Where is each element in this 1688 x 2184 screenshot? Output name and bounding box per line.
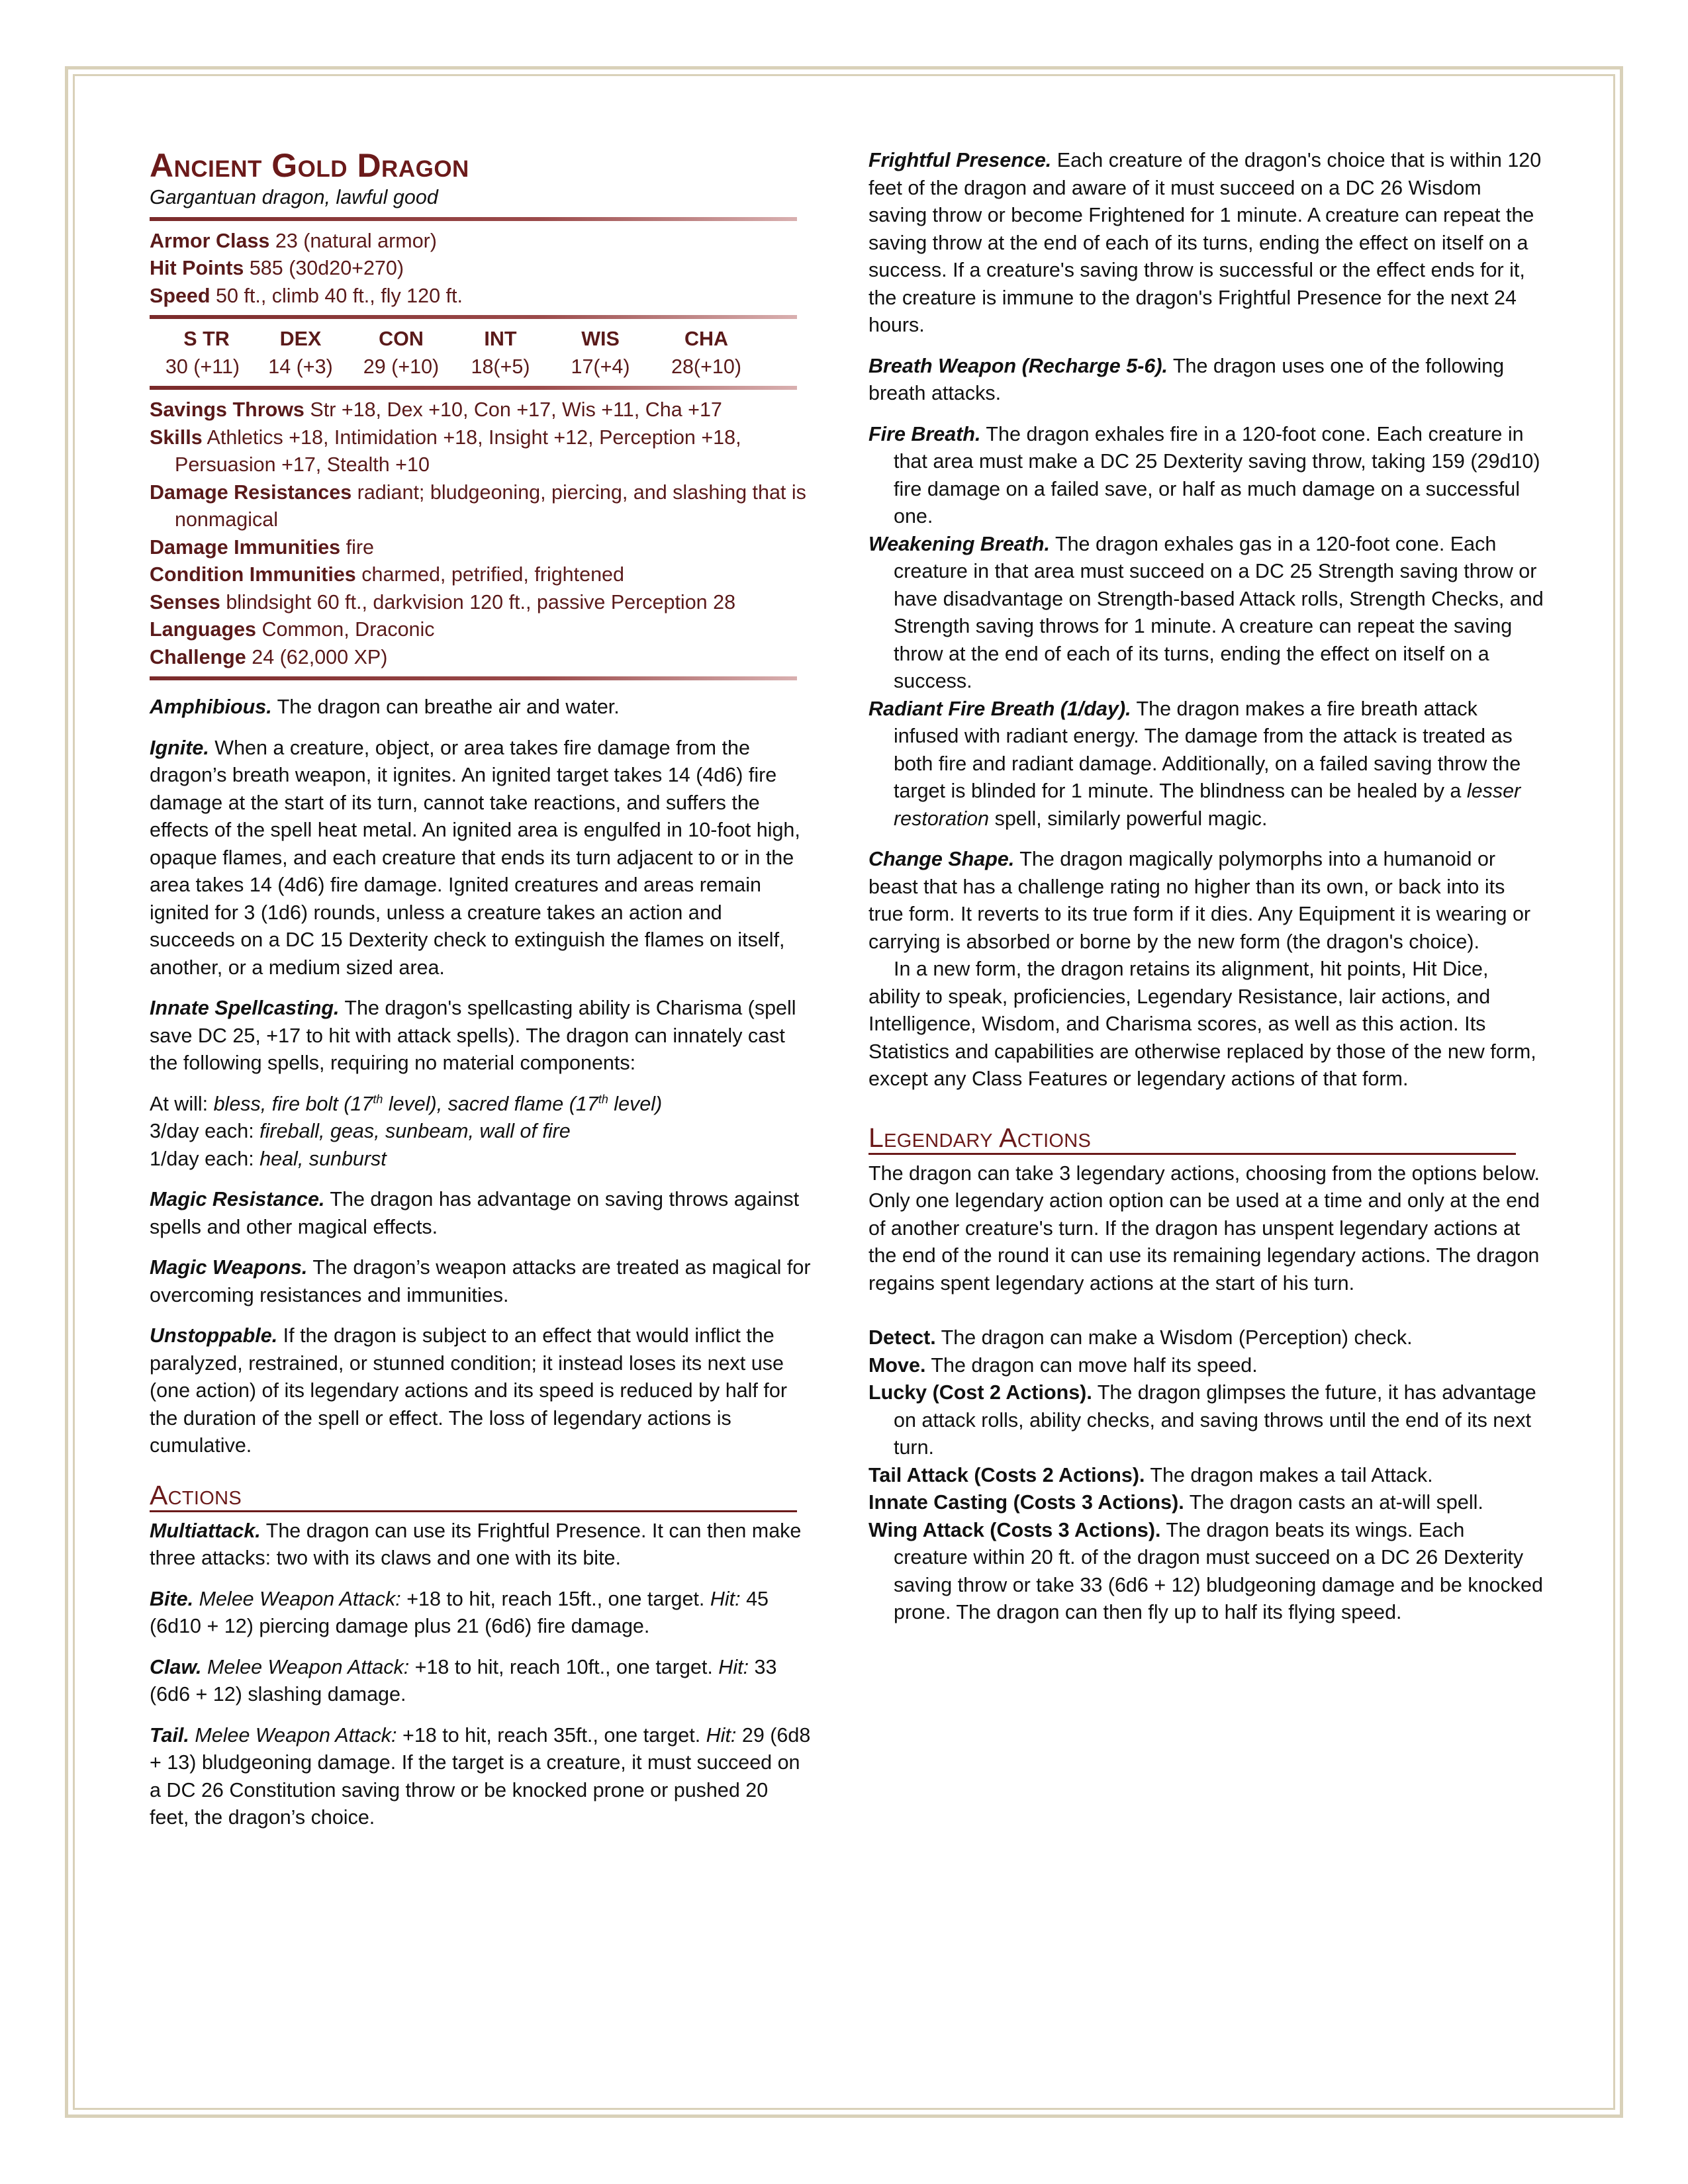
action-text: +18 to hit, reach 35ft., one target. bbox=[397, 1723, 706, 1747]
legendary-wing-attack bbox=[868, 1517, 1544, 1627]
action-name: Claw. bbox=[150, 1655, 202, 1678]
action-claw bbox=[150, 1654, 812, 1709]
divider bbox=[150, 676, 797, 680]
breath-text: The dragon makes a fire breath attack infused with radiant energy. The damage from the attack is treated as both fire and radiant damage. Additionally, on a failed saving throw the target is blinded for 1 minute. The blindness can be healed by a bbox=[894, 697, 1521, 802]
trait-ignite bbox=[150, 735, 812, 982]
action-breath-weapon bbox=[868, 353, 1544, 408]
legendary-move bbox=[868, 1352, 1544, 1380]
saving-throws bbox=[150, 396, 812, 424]
challenge-label: Challenge bbox=[150, 645, 246, 668]
ability-score: 30 (+11) bbox=[165, 355, 240, 378]
legendary-text: The dragon makes a tail Attack. bbox=[1145, 1463, 1433, 1486]
legendary-text: The dragon can make a Wisdom (Perception) check. bbox=[935, 1326, 1413, 1349]
spell-three-label: 3/day each: bbox=[150, 1120, 260, 1142]
skills-value: Athletics +18, Intimidation +18, Insight +12, Perception +18, Persuasion +17, Stealth +10 bbox=[175, 426, 741, 476]
spacer bbox=[868, 1297, 1544, 1324]
legendary-innate-casting bbox=[868, 1489, 1544, 1517]
ability-score: 29 (+10) bbox=[363, 355, 440, 378]
action-type: Melee Weapon Attack: bbox=[201, 1655, 410, 1678]
legendary-name: Lucky (Cost 2 Actions). bbox=[868, 1381, 1092, 1404]
legendary-name: Detect. bbox=[868, 1326, 936, 1349]
trait-text: The dragon can breathe air and water. bbox=[271, 696, 620, 718]
breath-name: Radiant Fire Breath (1/day). bbox=[868, 697, 1131, 720]
trait-text: If the dragon is subject to an effect that would inflict the paralyzed, restrained, or stunned condition; it instead loses its next use (one action) of its legendary actions and its speed is reduced by half for the duration of the spell or effect. The loss of legendary actions is cumulative. bbox=[150, 1324, 787, 1457]
spell-list bbox=[150, 1091, 812, 1173]
action-hit: Hit: bbox=[710, 1587, 741, 1610]
legendary-name: Wing Attack (Costs 3 Actions). bbox=[868, 1518, 1161, 1541]
trait-name: Innate Spellcasting. bbox=[150, 997, 340, 1019]
spell-one-label: 1/day each: bbox=[150, 1147, 260, 1170]
breath-fire bbox=[868, 421, 1544, 531]
trait-name: Amphibious. bbox=[150, 696, 272, 718]
legendary-tail-attack bbox=[868, 1462, 1544, 1490]
action-text: 33 (6d6 + 12) slashing damage. bbox=[150, 1655, 777, 1706]
speed-value: 50 ft., climb 40 ft., fly 120 ft. bbox=[216, 284, 463, 307]
damage-immunities-value: fire bbox=[346, 535, 375, 559]
challenge bbox=[150, 644, 812, 672]
ability-score: 18(+5) bbox=[471, 355, 530, 378]
condition-immunities-label: Condition Immunities bbox=[150, 563, 356, 586]
hit-points-label: Hit Points bbox=[150, 257, 244, 279]
challenge-value: 24 (62,000 XP) bbox=[252, 645, 388, 668]
monster-type: Gargantuan dragon, lawful good bbox=[150, 186, 438, 208]
legendary-text: The dragon beats its wings. Each creature within 20 ft. of the dragon must succeed on a DC 26 Dexterity saving throw or take 33 (6d6 + 12) bludgeoning damage and be knocked prone. The dragon can then fly up to half its flying speed. bbox=[894, 1518, 1543, 1623]
change-shape-continued: In a new form, the dragon retains its alignment, hit points, Hit Dice, ability to speak, proficiencies, Legendary Resistance, lair actions, and Intelligence, Wisdom, and Charisma scores, as well as this action. Its Statistics and capabilities are otherwise replaced by those of the new form, except any Class Features or legendary actions of that form. bbox=[868, 958, 1536, 1090]
action-frightful-presence bbox=[868, 147, 1544, 340]
legendary-text: The dragon glimpses the future, it has advantage on attack rolls, ability checks, and saving throws until the end of its next turn. bbox=[894, 1381, 1536, 1459]
damage-immunities bbox=[150, 534, 812, 562]
saving-throws-label: Savings Throws bbox=[150, 398, 305, 421]
armor-class-value: 23 (natural armor) bbox=[275, 229, 437, 252]
divider bbox=[150, 386, 797, 390]
senses-label: Senses bbox=[150, 590, 220, 614]
trait-unstoppable bbox=[150, 1322, 812, 1460]
legendary-name: Move. bbox=[868, 1353, 926, 1377]
monster-name: Ancient Gold Dragon bbox=[150, 147, 469, 184]
action-type: Melee Weapon Attack: bbox=[189, 1723, 397, 1747]
hit-points-value: 585 (30d20+270) bbox=[249, 257, 404, 279]
damage-immunities-label: Damage Immunities bbox=[150, 535, 341, 559]
languages-value: Common, Draconic bbox=[261, 618, 435, 641]
legendary-text: The dragon casts an at-will spell. bbox=[1184, 1491, 1483, 1514]
ability-scores bbox=[150, 353, 812, 381]
spell-at-will-c: level) bbox=[608, 1092, 663, 1115]
actions-heading: Actions bbox=[150, 1480, 797, 1512]
breath-name: Fire Breath. bbox=[868, 422, 981, 445]
action-change-shape bbox=[868, 846, 1544, 956]
action-text: +18 to hit, reach 15ft., one target. bbox=[400, 1587, 710, 1610]
legendary-name: Innate Casting (Costs 3 Actions). bbox=[868, 1491, 1184, 1514]
armor-class-label: Armor Class bbox=[150, 229, 270, 252]
spell-three-list: fireball, geas, sunbeam, wall of fire bbox=[259, 1120, 571, 1142]
trait-magic-resistance bbox=[150, 1186, 812, 1241]
action-text: 45 (6d10 + 12) piercing damage plus 21 (6d6) fire damage. bbox=[150, 1587, 769, 1637]
ability-name: DEX bbox=[279, 328, 322, 350]
action-name: Tail. bbox=[150, 1723, 189, 1747]
legendary-intro: The dragon can take 3 legendary actions, choosing from the options below. Only one legendary action option can be used at a time and only at the end of another creature's turn. If the dragon has unspent legendary actions at the end of the round it can use its remaining legendary actions. The dragon regains spent legendary actions at the start of his turn. bbox=[868, 1161, 1540, 1295]
action-text: 29 (6d8 + 13) bludgeoning damage. If the target is a creature, it must succeed on a DC 26 Constitution saving throw or be knocked prone or pushed 20 feet, the dragon’s choice. bbox=[150, 1723, 811, 1829]
spell-one-list: heal, sunburst bbox=[259, 1147, 387, 1170]
action-name: Change Shape. bbox=[868, 848, 1015, 870]
divider bbox=[150, 217, 797, 221]
action-name: Breath Weapon (Recharge 5-6). bbox=[868, 354, 1168, 377]
damage-resistances bbox=[150, 479, 812, 534]
spell-sup: th bbox=[373, 1092, 383, 1106]
trait-magic-weapons bbox=[150, 1254, 812, 1309]
ability-name: CON bbox=[379, 328, 424, 350]
action-text: +18 to hit, reach 10ft., one target. bbox=[409, 1655, 719, 1678]
action-hit: Hit: bbox=[718, 1655, 749, 1678]
action-text: The dragon can use its Frightful Presence. It can then make three attacks: two with its claws and one with its bite. bbox=[150, 1519, 802, 1569]
ability-score: 28(+10) bbox=[671, 355, 741, 378]
condition-immunities bbox=[150, 561, 812, 589]
skills-label: Skills bbox=[150, 426, 203, 449]
legendary-actions-heading: Legendary Actions bbox=[868, 1122, 1516, 1155]
ability-score: 14 (+3) bbox=[268, 355, 333, 378]
senses bbox=[150, 589, 812, 617]
breath-spell: lesser restoration bbox=[894, 780, 1521, 830]
breath-text: The dragon exhales fire in a 120-foot cone. Each creature in that area must make a DC 25 Dexterity saving throw, taking 159 (29d10) fire damage on a failed save, or half as much damage on a successful one. bbox=[894, 422, 1540, 527]
action-name: Bite. bbox=[150, 1587, 194, 1610]
armor-class bbox=[150, 228, 812, 255]
trait-name: Magic Resistance. bbox=[150, 1188, 325, 1210]
legendary-lucky bbox=[868, 1379, 1544, 1462]
action-text: The dragon magically polymorphs into a humanoid or beast that has a challenge rating no higher than its own, or back into its true form. It reverts to its true form if it dies. Any Equipment it is wearing or carrying is absorbed or borne by the new form (the dragon's choice). bbox=[868, 848, 1531, 953]
speed-label: Speed bbox=[150, 284, 211, 307]
legendary-name: Tail Attack (Costs 2 Actions). bbox=[868, 1463, 1145, 1486]
breath-name: Weakening Breath. bbox=[868, 532, 1051, 555]
action-type: Melee Weapon Attack: bbox=[193, 1587, 401, 1610]
ability-headers bbox=[150, 326, 812, 353]
action-hit: Hit: bbox=[706, 1723, 737, 1747]
ability-score: 17(+4) bbox=[571, 355, 630, 378]
action-bite bbox=[150, 1586, 812, 1641]
breath-text: The dragon exhales gas in a 120-foot cone. Each creature in that area must succeed on a DC 25 Strength saving throw or have disadvantage on Strength-based Attack rolls, Strength Checks, and Strength saving throws for 1 minute. A creature can repeat the saving throw at the end of each of its turns, ending the effect on itself on a success. bbox=[894, 532, 1544, 692]
trait-text: When a creature, object, or area takes fire damage from the dragon’s breath weapon, it ignites. An ignited target takes 14 (4d6) fire damage at the start of its turn, cannot take reactions, and suffers the effects of the spell heat metal. An ignited area is engulfed in 10-foot high, opaque flames, and each creature that ends its turn adjacent to or in the area takes 14 (4d6) fire damage. Ignited creatures and areas remain ignited for 3 (1d6) rounds, unless a creature takes an action and succeeds on a DC 15 Dexterity check to extinguish the flames on itself, another, or a medium sized area. bbox=[150, 736, 800, 979]
spell-at-will-label: At will: bbox=[150, 1092, 214, 1115]
action-name: Frightful Presence. bbox=[868, 149, 1052, 171]
trait-text: The dragon's spellcasting ability is Charisma (spell save DC 25, +17 to hit with attack spells). The dragon can innately cast the following spells, requiring no material components: bbox=[150, 997, 796, 1074]
speed bbox=[150, 283, 812, 310]
hit-points bbox=[150, 255, 812, 283]
legendary-text: The dragon can move half its speed. bbox=[925, 1353, 1258, 1377]
right-column bbox=[868, 147, 1544, 1627]
action-name: Multiattack. bbox=[150, 1519, 261, 1542]
senses-value: blindsight 60 ft., darkvision 120 ft., passive Perception 28 bbox=[226, 590, 736, 614]
divider bbox=[150, 315, 797, 319]
breath-radiant-fire bbox=[868, 696, 1544, 833]
trait-text: The dragon’s weapon attacks are treated as magical for overcoming resistances and immunities. bbox=[150, 1256, 811, 1306]
condition-immunities-value: charmed, petrified, frightened bbox=[361, 563, 624, 586]
spell-at-will-b: level), sacred flame (17 bbox=[383, 1092, 598, 1115]
action-text: The dragon uses one of the following breath attacks. bbox=[868, 354, 1505, 404]
ability-name: INT bbox=[484, 328, 517, 350]
trait-innate-spellcasting bbox=[150, 995, 812, 1077]
languages bbox=[150, 616, 812, 644]
languages-label: Languages bbox=[150, 618, 257, 641]
damage-resistances-label: Damage Resistances bbox=[150, 480, 352, 504]
action-multiattack bbox=[150, 1518, 812, 1572]
ability-name: CHA bbox=[684, 328, 729, 350]
trait-amphibious bbox=[150, 694, 812, 721]
damage-resistances-value: radiant; bludgeoning, piercing, and slashing that is nonmagical bbox=[175, 480, 806, 531]
breath-text: spell, similarly powerful magic. bbox=[989, 807, 1268, 830]
trait-name: Unstoppable. bbox=[150, 1324, 278, 1347]
legendary-detect bbox=[868, 1324, 1544, 1352]
breath-weakening bbox=[868, 531, 1544, 696]
action-tail bbox=[150, 1722, 812, 1832]
ability-name: WIS bbox=[581, 328, 620, 350]
trait-name: Magic Weapons. bbox=[150, 1256, 308, 1279]
trait-text: The dragon has advantage on saving throws against spells and other magical effects. bbox=[150, 1188, 800, 1238]
ability-name: S TR bbox=[183, 328, 230, 350]
trait-name: Ignite. bbox=[150, 736, 209, 759]
action-text: Each creature of the dragon's choice that is within 120 feet of the dragon and aware of it must succeed on a DC 26 Wisdom saving throw or become Frightened for 1 minute. A creature can repeat the saving throw at the end of each of its turns, ending the effect on itself on a success. If a creature's saving throw is successful or the effect ends for it, the creature is immune to the dragon's Frightful Presence for the next 24 hours. bbox=[868, 149, 1542, 336]
left-column bbox=[150, 140, 812, 1832]
saving-throws-value: Str +18, Dex +10, Con +17, Wis +11, Cha +17 bbox=[310, 398, 722, 421]
skills bbox=[150, 424, 812, 479]
spell-at-will-a: bless, fire bolt (17 bbox=[213, 1092, 373, 1115]
spell-sup: th bbox=[598, 1092, 608, 1106]
